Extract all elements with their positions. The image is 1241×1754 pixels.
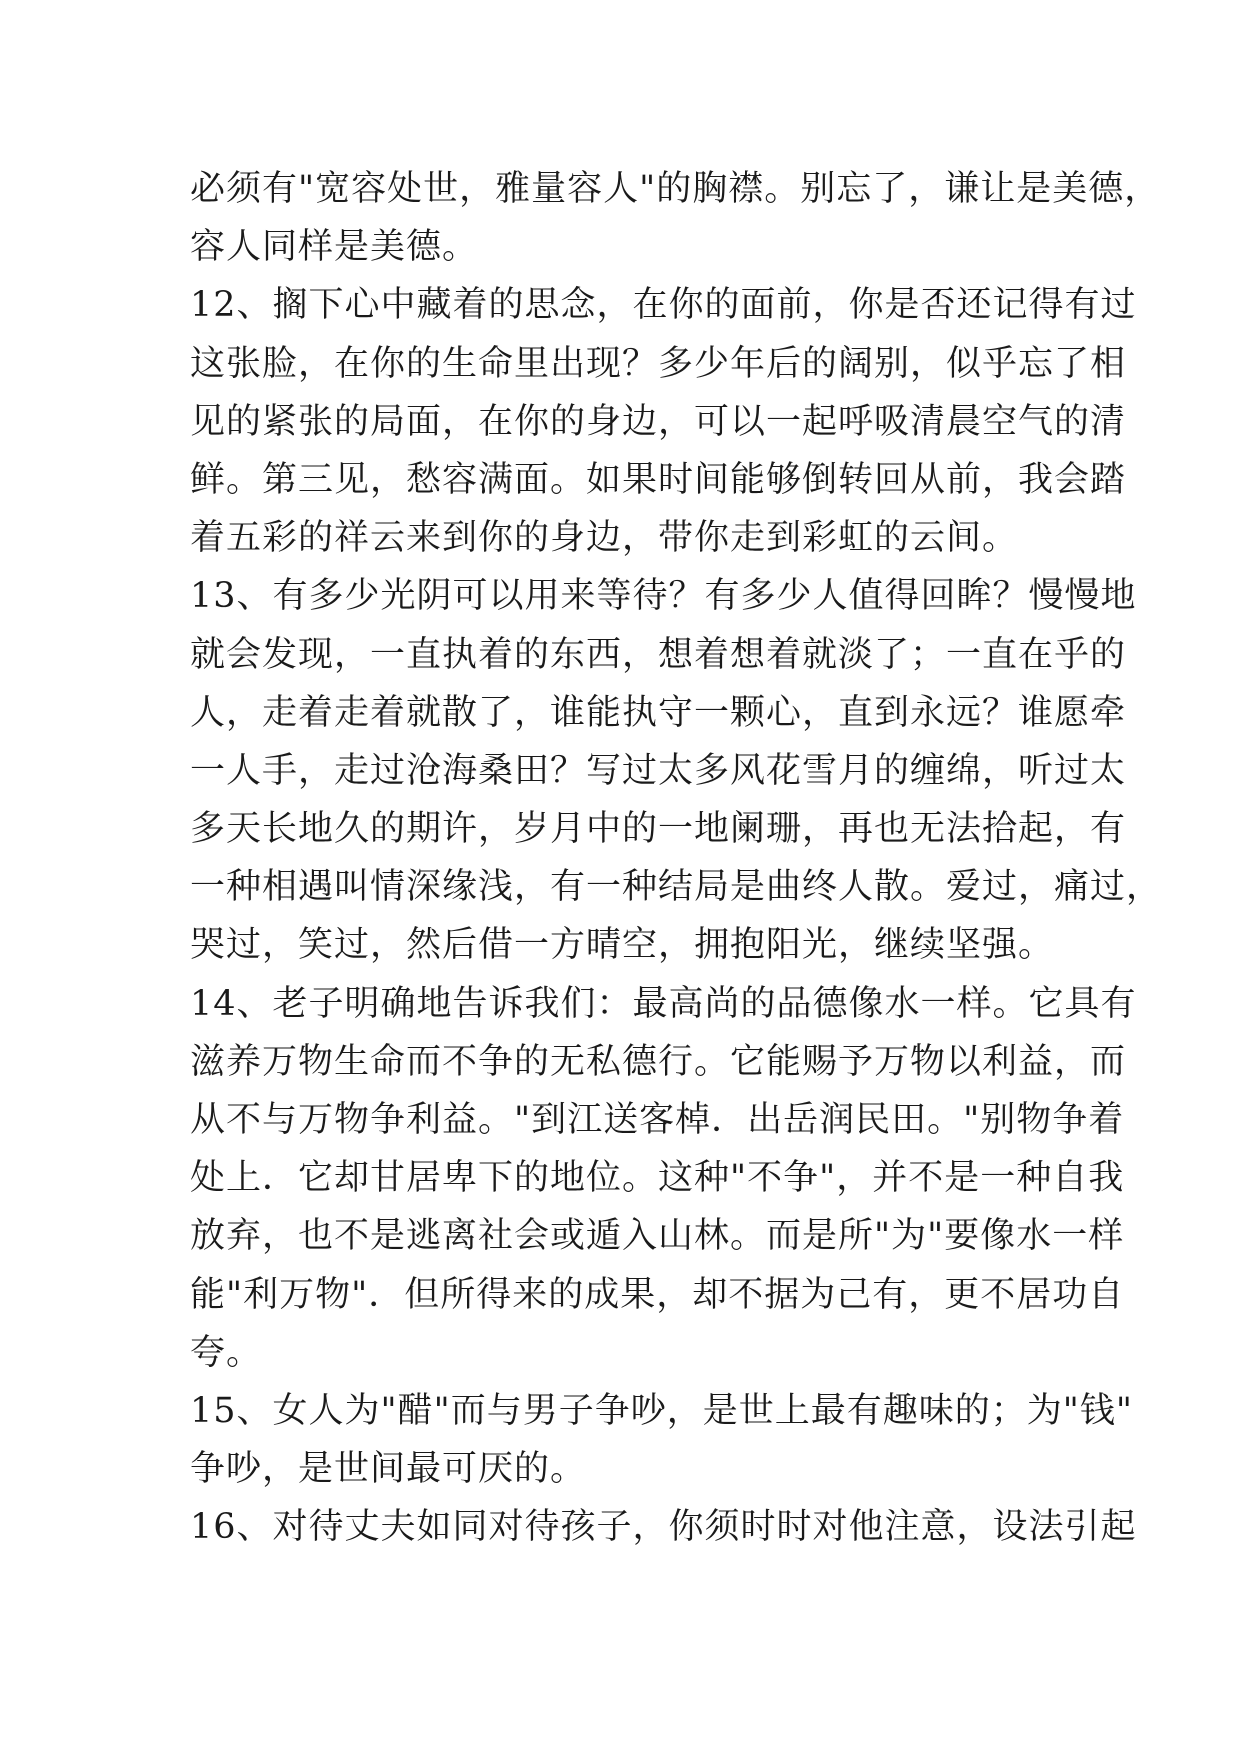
text-line: 15、女人为"醋"而与男子争吵，是世上最有趣味的；为"钱" (190, 1390, 1133, 1431)
text-line: 处上．它却甘居卑下的地位。这种"不争"，并不是一种自我 (190, 1158, 1125, 1199)
text-line: 人，走着走着就散了，谁能执守一颗心，直到永远？谁愿牵 (190, 692, 1127, 733)
text-line: 争吵，是世间最可厌的。 (190, 1449, 587, 1490)
text-line: 放弃，也不是逃离社会或遁入山林。而是所"为"要像水一样 (190, 1216, 1125, 1257)
body-text (190, 160, 1163, 1557)
text-line: 多天长地久的期许，岁月中的一地阑珊，再也无法拾起，有 (190, 809, 1127, 850)
text-line: 这张脸，在你的生命里出现？多少年后的阔别，似乎忘了相 (190, 343, 1127, 384)
text-line: 容人同样是美德。 (190, 227, 479, 268)
text-line: 哭过，笑过，然后借一方晴空，拥抱阳光，继续坚强。 (190, 925, 1055, 966)
text-line: 从不与万物争利益。"到江送客棹．出岳润民田。"别物争着 (190, 1100, 1125, 1140)
text-line: 13、有多少光阴可以用来等待？有多少人值得回眸？慢慢地 (190, 576, 1137, 617)
text-line: 必须有"宽容处世，雅量容人"的胸襟。别忘了，谦让是美德， (190, 169, 1161, 209)
text-line: 能"利万物"．但所得来的成果，却不据为己有，更不居功自 (190, 1274, 1125, 1315)
text-line: 一种相遇叫情深缘浅，有一种结局是曲终人散。爱过，痛过， (190, 867, 1163, 908)
text-line: 16、对待丈夫如同对待孩子，你须时时对他注意，设法引起 (190, 1507, 1137, 1548)
text-line: 12、搁下心中藏着的思念，在你的面前，你是否还记得有过 (190, 285, 1137, 326)
text-line: 夸。 (190, 1332, 263, 1373)
text-line: 鲜。第三见，愁容满面。如果时间能够倒转回从前，我会踏 (190, 459, 1127, 500)
text-line: 一人手，走过沧海桑田？写过太多风花雪月的缠绵，听过太 (190, 750, 1127, 791)
text-line: 就会发现，一直执着的东西，想着想着就淡了；一直在乎的 (190, 634, 1127, 675)
text-line: 14、老子明确地告诉我们：最高尚的品德像水一样。它具有 (190, 983, 1137, 1024)
text-line: 见的紧张的局面，在你的身边，可以一起呼吸清晨空气的清 (190, 401, 1127, 442)
text-line: 着五彩的祥云来到你的身边，带你走到彩虹的云间。 (190, 518, 1019, 559)
text-line: 滋养万物生命而不争的无私德行。它能赐予万物以利益，而 (190, 1041, 1127, 1082)
